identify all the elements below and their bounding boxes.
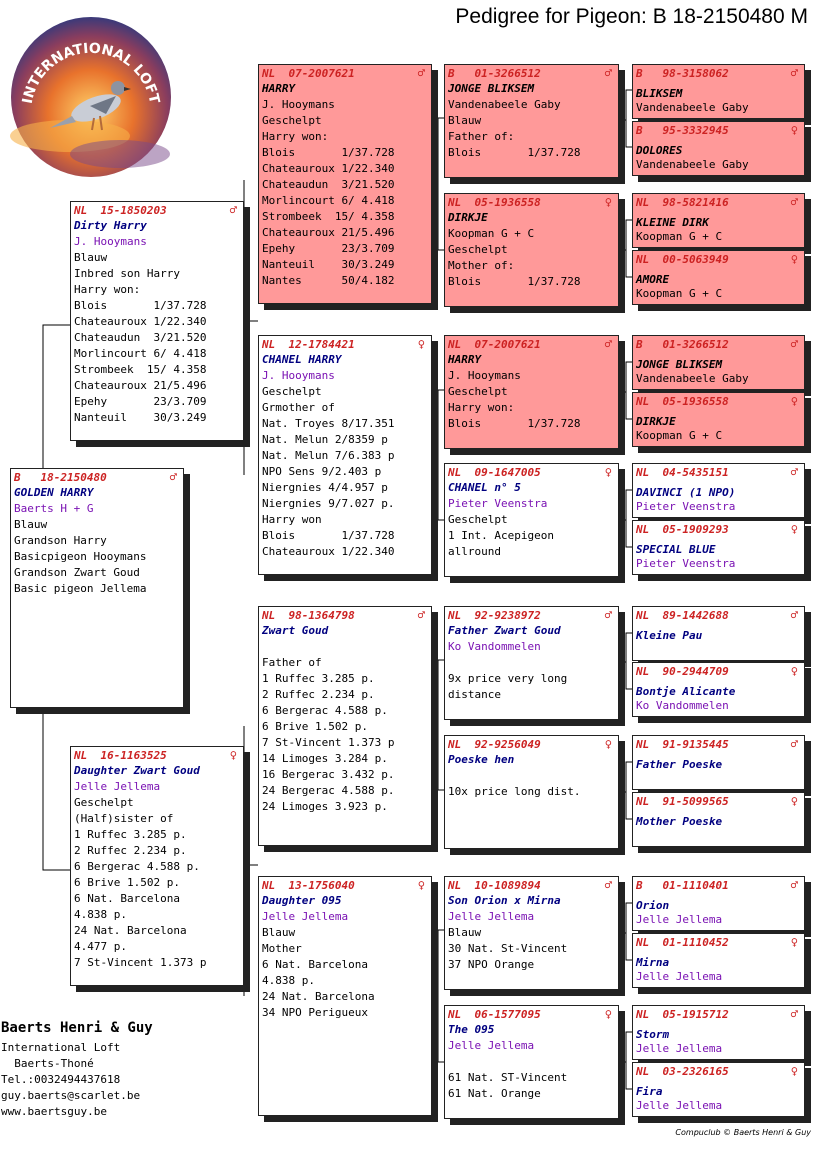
breeder-name: Ko Vandommelen xyxy=(448,640,541,653)
pedigree-note: 6 Nat. Barcelona xyxy=(262,958,368,971)
ring-number: B 01-1110401 xyxy=(636,879,729,892)
female-icon: ♀ xyxy=(229,748,237,762)
pedigree-note: Nantes 50/4.182 xyxy=(262,274,395,287)
pigeon-name: SPECIAL BLUE xyxy=(636,543,716,556)
pedigree-note: Strombeek 15/ 4.358 xyxy=(262,210,395,223)
pedigree-note: Chateauroux 21/5.496 xyxy=(262,226,395,239)
ring-number: NL 98-1364798 xyxy=(262,609,355,622)
pigeon-name: The 095 xyxy=(448,1023,495,1036)
ring-number: NL 04-5435151 xyxy=(636,466,729,479)
male-icon: ♂ xyxy=(790,195,798,209)
male-icon: ♂ xyxy=(790,737,798,751)
pedigree-note: Epehy 23/3.709 xyxy=(262,242,395,255)
pigeon-name: Son Orion x Mirna xyxy=(448,894,561,907)
breeder-name: Ko Vandommelen xyxy=(636,699,729,712)
breeder-name: Baerts H + G xyxy=(14,502,94,515)
pedigree-note: 4.838 p. xyxy=(262,974,315,987)
male-icon: ♂ xyxy=(417,66,425,80)
pedigree-note: 16 Bergerac 3.432 p. xyxy=(262,768,395,781)
male-icon: ♂ xyxy=(417,608,425,622)
ring-number: NL 90-2944709 xyxy=(636,665,729,678)
ring-number: NL 01-1110452 xyxy=(636,936,729,949)
male-icon: ♂ xyxy=(790,66,798,80)
page-title: Pedigree for Pigeon: B 18-2150480 M xyxy=(455,5,808,28)
pedigree-note: Blois 1/37.728 xyxy=(262,146,395,159)
pedigree-note: 2 Ruffec 2.234 p. xyxy=(262,688,375,701)
pedigree-note: Grandson Zwart Goud xyxy=(14,566,140,579)
pigeon-name: Daughter 095 xyxy=(262,894,342,907)
pedigree-card-g5[interactable] xyxy=(632,335,805,390)
pedigree-note: Nat. Melun 7/6.383 p xyxy=(262,449,395,462)
owner-line: Baerts-Thoné xyxy=(1,1057,94,1070)
ring-number: NL 07-2007621 xyxy=(262,67,355,80)
pedigree-note: (Half)sister of xyxy=(74,812,174,825)
pedigree-card-subject[interactable] xyxy=(10,468,184,708)
breeder-name: J. Hooymans xyxy=(262,98,335,111)
ring-number: NL 15-1850203 xyxy=(74,204,167,217)
pedigree-card-ds[interactable] xyxy=(258,606,432,846)
male-icon: ♂ xyxy=(229,203,237,217)
pigeon-name: BLIKSEM xyxy=(636,87,683,100)
pedigree-note: Harry won: xyxy=(448,401,515,414)
breeder-name: Koopman G + C xyxy=(636,429,723,442)
pigeon-name: Zwart Goud xyxy=(262,624,329,637)
pedigree-note: 61 Nat. Orange xyxy=(448,1087,541,1100)
breeder-name: Jelle Jellema xyxy=(74,780,161,793)
breeder-name: Vandenabeele Gaby xyxy=(636,372,749,385)
pedigree-note: Geschelpt xyxy=(448,243,508,256)
female-icon: ♀ xyxy=(604,465,612,479)
breeder-name: Jelle Jellema xyxy=(636,970,723,983)
pedigree-note: 37 NPO Orange xyxy=(448,958,535,971)
pedigree-note: 24 Bergerac 4.588 p. xyxy=(262,784,395,797)
pedigree-card-g6[interactable] xyxy=(632,392,805,447)
female-icon: ♀ xyxy=(417,337,425,351)
pedigree-note: 2 Ruffec 2.234 p. xyxy=(74,844,187,857)
owner-info xyxy=(1,1018,153,1120)
ring-number: B 01-3266512 xyxy=(448,67,541,80)
breeder-name: J. Hooymans xyxy=(262,369,335,382)
ring-number: NL 05-1909293 xyxy=(636,523,729,536)
pedigree-note: 34 NPO Perigueux xyxy=(262,1006,368,1019)
ring-number: NL 05-1915712 xyxy=(636,1008,729,1021)
pedigree-note: Chateaudun 3/21.520 xyxy=(74,331,207,344)
breeder-name: Jelle Jellema xyxy=(448,910,535,923)
pigeon-name: AMORE xyxy=(636,273,670,286)
pigeon-name: Mother Poeske xyxy=(636,815,723,828)
pedigree-note: 4.838 p. xyxy=(74,908,127,921)
pedigree-card-g10[interactable] xyxy=(632,662,805,717)
pigeon-name: KLEINE DIRK xyxy=(636,216,709,229)
female-icon: ♀ xyxy=(790,935,798,949)
ring-number: NL 98-5821416 xyxy=(636,196,729,209)
pedigree-note: Father of xyxy=(262,656,322,669)
ring-number: NL 89-1442688 xyxy=(636,609,729,622)
pedigree-note: 24 Nat. Barcelona xyxy=(262,990,375,1003)
pedigree-note: 24 Nat. Barcelona xyxy=(74,924,187,937)
ring-number: NL 92-9238972 xyxy=(448,609,541,622)
ring-number: NL 09-1647005 xyxy=(448,466,541,479)
pedigree-note: Father of: xyxy=(448,130,515,143)
pedigree-card-sdd[interactable] xyxy=(444,463,619,577)
pigeon-name: DIRKJE xyxy=(448,211,488,224)
pedigree-note: Chateaudun 3/21.520 xyxy=(262,178,395,191)
pedigree-note: allround xyxy=(448,545,501,558)
pedigree-note: distance xyxy=(448,688,501,701)
breeder-name: Jelle Jellema xyxy=(262,910,349,923)
breeder-name: Jelle Jellema xyxy=(448,1039,535,1052)
female-icon: ♀ xyxy=(417,878,425,892)
pedigree-note: 6 Brive 1.502 p. xyxy=(262,720,368,733)
pedigree-note: Blois 1/37.728 xyxy=(448,275,581,288)
male-icon: ♂ xyxy=(790,465,798,479)
pedigree-note xyxy=(448,768,614,784)
breeder-name: Jelle Jellema xyxy=(636,1099,723,1112)
pigeon-name: Poeske hen xyxy=(448,753,515,766)
pedigree-card-g13[interactable] xyxy=(632,876,805,931)
credit-text: Compuclub © Baerts Henri & Guy xyxy=(675,1128,811,1137)
pedigree-card-sss[interactable] xyxy=(444,64,619,178)
pigeon-name: Mirna xyxy=(636,956,670,969)
owner-email[interactable]: guy.baerts@scarlet.be xyxy=(1,1089,141,1102)
pedigree-note: Geschelpt xyxy=(448,513,508,526)
breeder-name: Pieter Veenstra xyxy=(636,557,736,570)
pigeon-name: Storm xyxy=(636,1028,670,1041)
ring-number: NL 05-1936558 xyxy=(636,395,729,408)
ring-number: NL 92-9256049 xyxy=(448,738,541,751)
pedigree-card-g16[interactable] xyxy=(632,1062,805,1117)
pigeon-name: Fira xyxy=(636,1085,663,1098)
pedigree-note: 61 Nat. ST-Vincent xyxy=(448,1071,568,1084)
pedigree-note: 24 Limoges 3.923 p. xyxy=(262,800,388,813)
owner-name: Baerts Henri & Guy xyxy=(1,1020,153,1036)
male-icon: ♂ xyxy=(604,66,612,80)
pedigree-note: 1 Ruffec 3.285 p. xyxy=(74,828,187,841)
pedigree-note: Basicpigeon Hooymans xyxy=(14,550,147,563)
pedigree-card-dsd[interactable] xyxy=(444,735,619,849)
pedigree-note: 10x price long dist. xyxy=(448,785,581,798)
pedigree-note: 6 Bergerac 4.588 p. xyxy=(74,860,200,873)
female-icon: ♀ xyxy=(604,737,612,751)
pedigree-note: Chateauroux 1/22.340 xyxy=(262,545,395,558)
pedigree-note: Morlincourt 6/ 4.418 xyxy=(74,347,207,360)
pedigree-note: Nanteuil 30/3.249 xyxy=(262,258,395,271)
breeder-name: J. Hooymans xyxy=(448,369,521,382)
owner-line: International Loft xyxy=(1,1041,121,1054)
breeder-name: Vandenabeele Gaby xyxy=(448,98,561,111)
pigeon-name: Dirty Harry xyxy=(74,219,147,232)
ring-number: NL 91-5099565 xyxy=(636,795,729,808)
owner-phone: Tel.:0032494437618 xyxy=(1,1073,121,1086)
owner-website[interactable]: www.baertsguy.be xyxy=(1,1105,107,1118)
ring-number: NL 05-1936558 xyxy=(448,196,541,209)
pedigree-card-sd[interactable] xyxy=(258,335,432,575)
pedigree-note: Nat. Melun 2/8359 p xyxy=(262,433,388,446)
ring-number: NL 03-2326165 xyxy=(636,1065,729,1078)
pedigree-note: Nat. Troyes 8/17.351 xyxy=(262,417,395,430)
pedigree-note: Inbred son Harry xyxy=(74,267,180,280)
pigeon-name: CHANEL n° 5 xyxy=(448,481,521,494)
pedigree-note: Grandson Harry xyxy=(14,534,107,547)
pedigree-note: Mother xyxy=(262,942,302,955)
pedigree-note: 6 Brive 1.502 p. xyxy=(74,876,180,889)
pedigree-card-g12[interactable] xyxy=(632,792,805,847)
pigeon-name: Orion xyxy=(636,899,670,912)
pedigree-note: Blauw xyxy=(448,926,482,939)
pedigree-card-g11[interactable] xyxy=(632,735,805,790)
pigeon-name: Bontje Alicante xyxy=(636,685,736,698)
pigeon-name: Father Poeske xyxy=(636,758,723,771)
pedigree-card-ss[interactable] xyxy=(258,64,432,304)
pedigree-note: Geschelpt xyxy=(262,114,322,127)
pedigree-note: Harry won: xyxy=(74,283,141,296)
pedigree-note: Morlincourt 6/ 4.418 xyxy=(262,194,395,207)
pedigree-note: 6 Nat. Barcelona xyxy=(74,892,180,905)
female-icon: ♀ xyxy=(790,522,798,536)
male-icon: ♂ xyxy=(169,470,177,484)
ring-number: NL 91-9135445 xyxy=(636,738,729,751)
ring-number: NL 00-5063949 xyxy=(636,253,729,266)
pedigree-card-dd[interactable] xyxy=(258,876,432,1116)
pedigree-note: 7 St-Vincent 1.373 p xyxy=(74,956,207,969)
pedigree-card-g1[interactable] xyxy=(632,64,805,119)
male-icon: ♂ xyxy=(604,337,612,351)
female-icon: ♀ xyxy=(790,794,798,808)
pigeon-name: JONGE BLIKSEM xyxy=(448,82,535,95)
breeder-name: Pieter Veenstra xyxy=(636,500,736,513)
pedigree-card-ddd[interactable] xyxy=(444,1005,619,1119)
ring-number: NL 10-1089894 xyxy=(448,879,541,892)
ring-number: NL 16-1163525 xyxy=(74,749,167,762)
pedigree-note: 1 Ruffec 3.285 p. xyxy=(262,672,375,685)
pedigree-card-dam[interactable] xyxy=(70,746,244,986)
pedigree-note: Geschelpt xyxy=(448,385,508,398)
pigeon-name: DOLORES xyxy=(636,144,683,157)
breeder-name: Koopman G + C xyxy=(636,287,723,300)
pedigree-note: Blois 1/37.728 xyxy=(262,529,395,542)
ring-number: NL 07-2007621 xyxy=(448,338,541,351)
pedigree-card-sire[interactable] xyxy=(70,201,244,441)
pedigree-card-g14[interactable] xyxy=(632,933,805,988)
male-icon: ♂ xyxy=(790,337,798,351)
pedigree-note xyxy=(448,1054,614,1070)
logo-text: INTERNATIONAL LOFT xyxy=(19,40,163,106)
pedigree-note: Chateauroux 1/22.340 xyxy=(262,162,395,175)
pedigree-card-g2[interactable] xyxy=(632,121,805,176)
pedigree-note xyxy=(448,655,614,671)
pedigree-note: Chateauroux 21/5.496 xyxy=(74,379,207,392)
pedigree-note: Blauw xyxy=(74,251,108,264)
breeder-name: Vandenabeele Gaby xyxy=(636,101,749,114)
ring-number: B 01-3266512 xyxy=(636,338,729,351)
pedigree-note: 1 Int. Acepigeon xyxy=(448,529,554,542)
pigeon-name: GOLDEN HARRY xyxy=(14,486,94,499)
pedigree-note: Grmother of xyxy=(262,401,335,414)
pedigree-note: Blois 1/37.728 xyxy=(448,146,581,159)
pedigree-note: Blois 1/37.728 xyxy=(448,417,581,430)
pedigree-card-g3[interactable] xyxy=(632,193,805,248)
ring-number: B 18-2150480 xyxy=(14,471,107,484)
pedigree-note: Geschelpt xyxy=(262,385,322,398)
pedigree-note: Harry won: xyxy=(262,130,329,143)
pedigree-note: Niergnies 4/4.957 p xyxy=(262,481,388,494)
pigeon-name: DIRKJE xyxy=(636,415,676,428)
breeder-name: Vandenabeele Gaby xyxy=(636,158,749,171)
pedigree-note: Blauw xyxy=(14,518,48,531)
pedigree-card-ssd[interactable] xyxy=(444,193,619,307)
pedigree-card-g4[interactable] xyxy=(632,250,805,305)
pedigree-note: 14 Limoges 3.284 p. xyxy=(262,752,388,765)
pigeon-name: Father Zwart Goud xyxy=(448,624,561,637)
male-icon: ♂ xyxy=(790,608,798,622)
pigeon-name: DAVINCI (1 NPO) xyxy=(636,486,736,499)
pedigree-note: Blauw xyxy=(448,114,482,127)
pedigree-note xyxy=(262,639,427,655)
pigeon-name: Kleine Pau xyxy=(636,629,703,642)
pedigree-card-dds[interactable] xyxy=(444,876,619,990)
pedigree-note: Niergnies 9/7.027 p. xyxy=(262,497,395,510)
pedigree-note: Mother of: xyxy=(448,259,515,272)
breeder-name: Jelle Jellema xyxy=(636,1042,723,1055)
pedigree-note: Basic pigeon Jellema xyxy=(14,582,147,595)
breeder-name: Koopman G + C xyxy=(448,227,535,240)
breeder-name: Jelle Jellema xyxy=(636,913,723,926)
pedigree-card-dss[interactable] xyxy=(444,606,619,720)
pedigree-note: Strombeek 15/ 4.358 xyxy=(74,363,207,376)
pigeon-name: CHANEL HARRY xyxy=(262,353,342,366)
female-icon: ♀ xyxy=(604,1007,612,1021)
ring-number: NL 13-1756040 xyxy=(262,879,355,892)
female-icon: ♀ xyxy=(790,664,798,678)
pedigree-note: Nanteuil 30/3.249 xyxy=(74,411,207,424)
ring-number: NL 12-1784421 xyxy=(262,338,355,351)
breeder-name: J. Hooymans xyxy=(74,235,147,248)
ring-number: B 95-3332945 xyxy=(636,124,729,137)
pedigree-note: 7 St-Vincent 1.373 p xyxy=(262,736,395,749)
female-icon: ♀ xyxy=(790,252,798,266)
male-icon: ♂ xyxy=(604,608,612,622)
pigeon-name: Daughter Zwart Goud xyxy=(74,764,200,777)
pedigree-note: NPO Sens 9/2.403 p xyxy=(262,465,382,478)
female-icon: ♀ xyxy=(790,123,798,137)
pedigree-note: Geschelpt xyxy=(74,796,134,809)
pedigree-card-sds[interactable] xyxy=(444,335,619,449)
pedigree-note: 9x price very long xyxy=(448,672,568,685)
pedigree-note: Harry won xyxy=(262,513,322,526)
pigeon-name: HARRY xyxy=(448,353,482,366)
pedigree-note: Blois 1/37.728 xyxy=(74,299,207,312)
pedigree-card-g8[interactable] xyxy=(632,520,805,575)
male-icon: ♂ xyxy=(790,878,798,892)
female-icon: ♀ xyxy=(604,195,612,209)
breeder-name: Koopman G + C xyxy=(636,230,723,243)
pedigree-note: Chateauroux 1/22.340 xyxy=(74,315,207,328)
pedigree-card-g15[interactable] xyxy=(632,1005,805,1060)
ring-number: NL 06-1577095 xyxy=(448,1008,541,1021)
pedigree-note: Blauw xyxy=(262,926,296,939)
female-icon: ♀ xyxy=(790,1064,798,1078)
pigeon-name: HARRY xyxy=(262,82,296,95)
breeder-name: Pieter Veenstra xyxy=(448,497,548,510)
pedigree-note: Epehy 23/3.709 xyxy=(74,395,207,408)
pedigree-note: 4.477 p. xyxy=(74,940,127,953)
pigeon-name: JONGE BLIKSEM xyxy=(636,358,723,371)
female-icon: ♀ xyxy=(790,394,798,408)
pedigree-card-g9[interactable] xyxy=(632,606,805,661)
pedigree-card-g7[interactable] xyxy=(632,463,805,518)
male-icon: ♂ xyxy=(604,878,612,892)
ring-number: B 98-3158062 xyxy=(636,67,729,80)
pedigree-note: 6 Bergerac 4.588 p. xyxy=(262,704,388,717)
pedigree-note: 30 Nat. St-Vincent xyxy=(448,942,568,955)
male-icon: ♂ xyxy=(790,1007,798,1021)
